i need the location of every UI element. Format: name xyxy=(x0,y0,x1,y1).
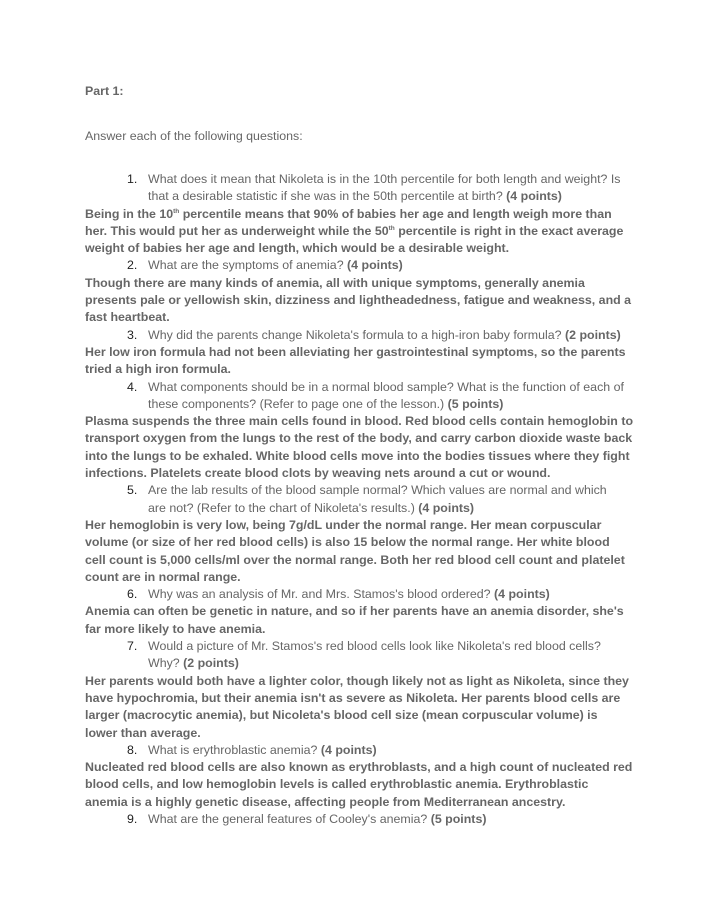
question-text: Would a picture of Mr. Stamos's red blood cells look like Nikoleta's red blood cells? Why? xyxy=(148,639,601,671)
question-text: Are the lab results of the blood sample normal? Which values are normal and which are not? (Refer to the chart of Nikoleta's results.) xyxy=(148,483,607,515)
question-text: What does it mean that Nikoleta is in the 10th percentile for both length and weight? Is that a desirable statistic if she was in the 50th percentile at birth? xyxy=(148,172,621,204)
question-points: (4 points) xyxy=(418,500,475,515)
answer-4: Plasma suspends the three main cells found in blood. Red blood cells contain hemoglobin to transport oxygen from the lungs to the rest of the body, and carry carbon dioxide waste back into the lungs to be exhaled. White blood cells move into the bodies tissues where they fight infections. Platelets create blood clots by weaving nets around a cut or wound. xyxy=(85,414,634,481)
question-answer-list xyxy=(85,171,633,828)
question-number: 5. xyxy=(127,483,138,498)
question-points: (4 points) xyxy=(506,189,562,204)
question-text: Why was an analysis of Mr. and Mrs. Stamos's blood ordered? xyxy=(148,587,491,602)
question-number: 3. xyxy=(127,327,138,342)
question-5 xyxy=(85,482,633,517)
question-number: 7. xyxy=(127,639,138,654)
question-points: (4 points) xyxy=(320,742,377,757)
part-title: Part 1: xyxy=(85,84,124,98)
question-text: What is erythroblastic anemia? xyxy=(148,742,318,757)
question-7 xyxy=(85,638,633,673)
question-8 xyxy=(85,742,633,759)
question-points: (2 points) xyxy=(183,656,239,671)
question-9 xyxy=(85,811,633,828)
answer-2: Though there are many kinds of anemia, all with unique symptoms, generally anemia presents pale or yellowish skin, dizziness and lightheadedness, fatigue and weakness, and a fast heartbeat. xyxy=(85,275,632,325)
question-text: What components should be in a normal blood sample? What is the function of each of these components? (Refer to page one of the lesson.) xyxy=(148,379,624,411)
question-3 xyxy=(85,327,633,344)
question-6 xyxy=(85,586,633,603)
instructions-text: Answer each of the following questions: xyxy=(85,129,303,143)
question-number: 6. xyxy=(127,587,138,602)
answer-6: Anemia can often be genetic in nature, and so if her parents have an anemia disorder, she's far more likely to have anemia. xyxy=(85,604,624,636)
answer-text: percentile means that 90% of babies her age and length weigh more than her. This would put her as underweight while the 50 xyxy=(85,206,612,238)
answer-text: Being in the 10 xyxy=(85,206,174,221)
question-number: 4. xyxy=(127,379,138,394)
question-text: Why did the parents change Nikoleta's formula to a high-iron baby formula? xyxy=(148,327,562,342)
question-number: 8. xyxy=(127,742,138,757)
answer-text: percentile is right in the exact average weight of babies her age and length, which would be a desirable weight. xyxy=(85,223,624,256)
question-1 xyxy=(85,171,633,206)
answer-5: Her hemoglobin is very low, being 7g/dL under the normal range. Her mean corpuscular volume (or size of her red blood cells) is also 15 below the normal range. Her white blood cell count is 5,000 cells/ml over the normal range. Both her red blood cell count and platelet count are in normal range. xyxy=(85,517,625,584)
question-text: What are the symptoms of anemia? xyxy=(148,258,344,273)
question-2 xyxy=(85,257,633,274)
question-points: (4 points) xyxy=(494,587,550,602)
question-points: (2 points) xyxy=(565,327,621,342)
question-4 xyxy=(85,379,633,414)
answer-8: Nucleated red blood cells are also known as erythroblasts, and a high count of nucleated red blood cells, and low hemoglobin levels is called erythroblastic anemia. Erythroblastic anemia is a highly genetic disease, affecting people from Mediterranean ancestry. xyxy=(85,760,633,809)
ordinal-superscript: th xyxy=(173,207,180,215)
question-number: 2. xyxy=(127,258,138,273)
answer-1 xyxy=(85,206,633,258)
answer-3: Her low iron formula had not been alleviating her gastrointestinal symptoms, so the parents tried a high iron formula. xyxy=(85,344,626,377)
answer-7: Her parents would both have a lighter color, though likely not as light as Nikoleta, since they have hypochromia, but their anemia isn't as severe as Nikoleta. Her parents blood cells are larger (macrocytic anemia), but Nicoleta's blood cell size (mean corpuscular volume) is lower than average. xyxy=(85,673,629,740)
question-number: 1. xyxy=(127,172,138,186)
question-points: (5 points) xyxy=(447,396,504,411)
question-points: (5 points) xyxy=(430,811,487,826)
question-text: What are the general features of Cooley's anemia? xyxy=(148,811,428,826)
question-points: (4 points) xyxy=(347,258,403,273)
ordinal-superscript: th xyxy=(388,224,395,232)
question-number: 9. xyxy=(127,811,138,826)
